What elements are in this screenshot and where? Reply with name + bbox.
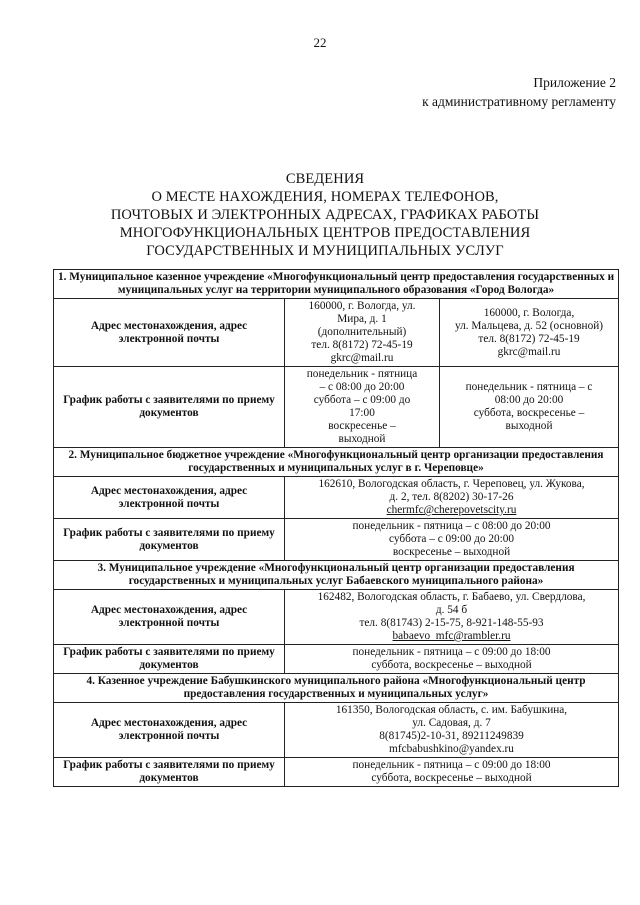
address-label: Адрес местонахождения, адрес электронной почты: [54, 477, 285, 519]
email-link[interactable]: babaevo_mfc@rambler.ru: [392, 630, 511, 642]
address-label: Адрес местонахождения, адрес электронной почты: [54, 703, 285, 758]
section-title: 3. Муниципальное учреждение «Многофункциональный центр организации предоставления государственных и муниципальных услуг Бабаевского муниципального района»: [54, 561, 619, 590]
email-text: gkrc@mail.ru: [330, 352, 394, 364]
schedule-line: суббота – с 09:00 до 20:00: [388, 533, 515, 545]
address-row: [54, 299, 619, 367]
section-title: 2. Муниципальное бюджетное учреждение «Многофункциональный центр организации предоставления государственных и муниципальных услуг в г. Череповце»: [54, 448, 619, 477]
address-cell-additional: [285, 299, 440, 367]
heading-line: О МЕСТЕ НАХОЖДЕНИЯ, НОМЕРАХ ТЕЛЕФОНОВ,: [151, 189, 499, 205]
address-line: д. 54 б: [435, 604, 468, 616]
schedule-row: [54, 367, 619, 448]
section-title: 1. Муниципальное казенное учреждение «Многофункциональный центр предоставления государственных и муниципальных услуг на территории муниципального образования «Город Вологда»: [54, 270, 619, 299]
email-link[interactable]: mfcbabushkino@yandex.ru: [389, 743, 514, 755]
schedule-cell: [285, 758, 619, 787]
address-cell: [285, 703, 619, 758]
schedule-line: понедельник - пятница – с 09:00 до 18:00: [352, 646, 551, 658]
address-cell: [285, 477, 619, 519]
schedule-line: 08:00 до 20:00: [494, 394, 564, 406]
address-line: 161350, Вологодская область, с. им. Бабушкина,: [335, 704, 568, 716]
schedule-label: График работы с заявителями по приему документов: [54, 367, 285, 448]
schedule-cell: [285, 519, 619, 561]
appendix-note: [422, 73, 616, 111]
address-row: [54, 590, 619, 645]
section-header-row: [54, 448, 619, 477]
section-header-row: [54, 561, 619, 590]
phone-line: 8(81745)2-10-31, 89211249839: [379, 730, 524, 742]
address-line: 160000, г. Вологда, ул.: [308, 300, 416, 312]
schedule-line: суббота, воскресенье – выходной: [371, 659, 532, 671]
schedule-line: воскресенье – выходной: [392, 546, 511, 558]
heading-line: СВЕДЕНИЯ: [285, 171, 365, 187]
heading-line: ПОЧТОВЫХ И ЭЛЕКТРОННЫХ АДРЕСАХ, ГРАФИКАХ РАБОТЫ: [110, 207, 540, 223]
phone-line: тел. 8(8172) 72-45-19: [311, 339, 413, 351]
address-line: 162482, Вологодская область, г. Бабаево, ул. Свердлова,: [317, 591, 586, 603]
schedule-line: – с 08:00 до 20:00: [319, 381, 405, 393]
schedule-line: воскресенье –: [328, 420, 396, 432]
address-line: Мира, д. 1: [337, 313, 387, 325]
schedule-cell-additional: [285, 367, 440, 448]
schedule-line: понедельник - пятница – с 09:00 до 18:00: [352, 759, 551, 771]
appendix-subtitle: к административному регламенту: [422, 94, 616, 109]
address-row: [54, 477, 619, 519]
schedule-row: [54, 645, 619, 674]
document-heading: [40, 170, 610, 260]
address-row: [54, 703, 619, 758]
mfc-table: [53, 269, 619, 787]
address-cell: [285, 590, 619, 645]
page-number: 22: [313, 35, 327, 50]
schedule-label: График работы с заявителями по приему документов: [54, 758, 285, 787]
address-line: (дополнительный): [317, 326, 407, 338]
heading-line: ГОСУДАРСТВЕННЫХ И МУНИЦИПАЛЬНЫХ УСЛУГ: [146, 243, 504, 259]
address-label: Адрес местонахождения, адрес электронной почты: [54, 299, 285, 367]
phone-line: тел. 8(8172) 72-45-19: [478, 332, 580, 345]
schedule-line: суббота, воскресенье – выходной: [371, 772, 532, 784]
schedule-line: понедельник - пятница – с: [465, 381, 593, 393]
schedule-line: выходной: [505, 420, 553, 432]
phone-line: тел. 8(81743) 2-15-75, 8-921-148-55-93: [359, 617, 544, 629]
heading-line: МНОГОФУНКЦИОНАЛЬНЫХ ЦЕНТРОВ ПРЕДОСТАВЛЕНИЯ: [119, 225, 531, 241]
schedule-row: [54, 758, 619, 787]
address-line: 160000, г. Вологда,: [483, 306, 575, 319]
section-header-row: [54, 270, 619, 299]
appendix-title: Приложение 2: [533, 75, 616, 90]
schedule-label: График работы с заявителями по приему документов: [54, 645, 285, 674]
schedule-label: График работы с заявителями по приему документов: [54, 519, 285, 561]
schedule-row: [54, 519, 619, 561]
address-line: 162610, Вологодская область, г. Череповец, ул. Жукова,: [318, 478, 585, 490]
address-cell-main: [440, 299, 619, 367]
schedule-line: суббота, воскресенье –: [473, 407, 585, 419]
address-line: ул. Мальцева, д. 52 (основной): [454, 319, 604, 332]
address-line: ул. Садовая, д. 7: [412, 717, 491, 729]
schedule-cell-main: [440, 367, 619, 448]
section-header-row: [54, 674, 619, 703]
email-link[interactable]: chermfc@cherepovetscity.ru: [386, 504, 517, 516]
schedule-line: 17:00: [349, 407, 375, 419]
schedule-cell: [285, 645, 619, 674]
section-title: 4. Казенное учреждение Бабушкинского муниципального района «Многофункциональный центр предоставления государственных и муниципальных услуг»: [54, 674, 619, 703]
schedule-line: выходной: [338, 433, 386, 445]
address-label: Адрес местонахождения, адрес электронной почты: [54, 590, 285, 645]
schedule-line: понедельник - пятница – с 08:00 до 20:00: [352, 520, 551, 532]
schedule-line: суббота – с 09:00 до: [313, 394, 411, 406]
address-line: д. 2, тел. 8(8202) 30-17-26: [389, 491, 514, 503]
email-text: gkrc@mail.ru: [497, 345, 561, 358]
schedule-line: понедельник - пятница: [306, 368, 418, 380]
